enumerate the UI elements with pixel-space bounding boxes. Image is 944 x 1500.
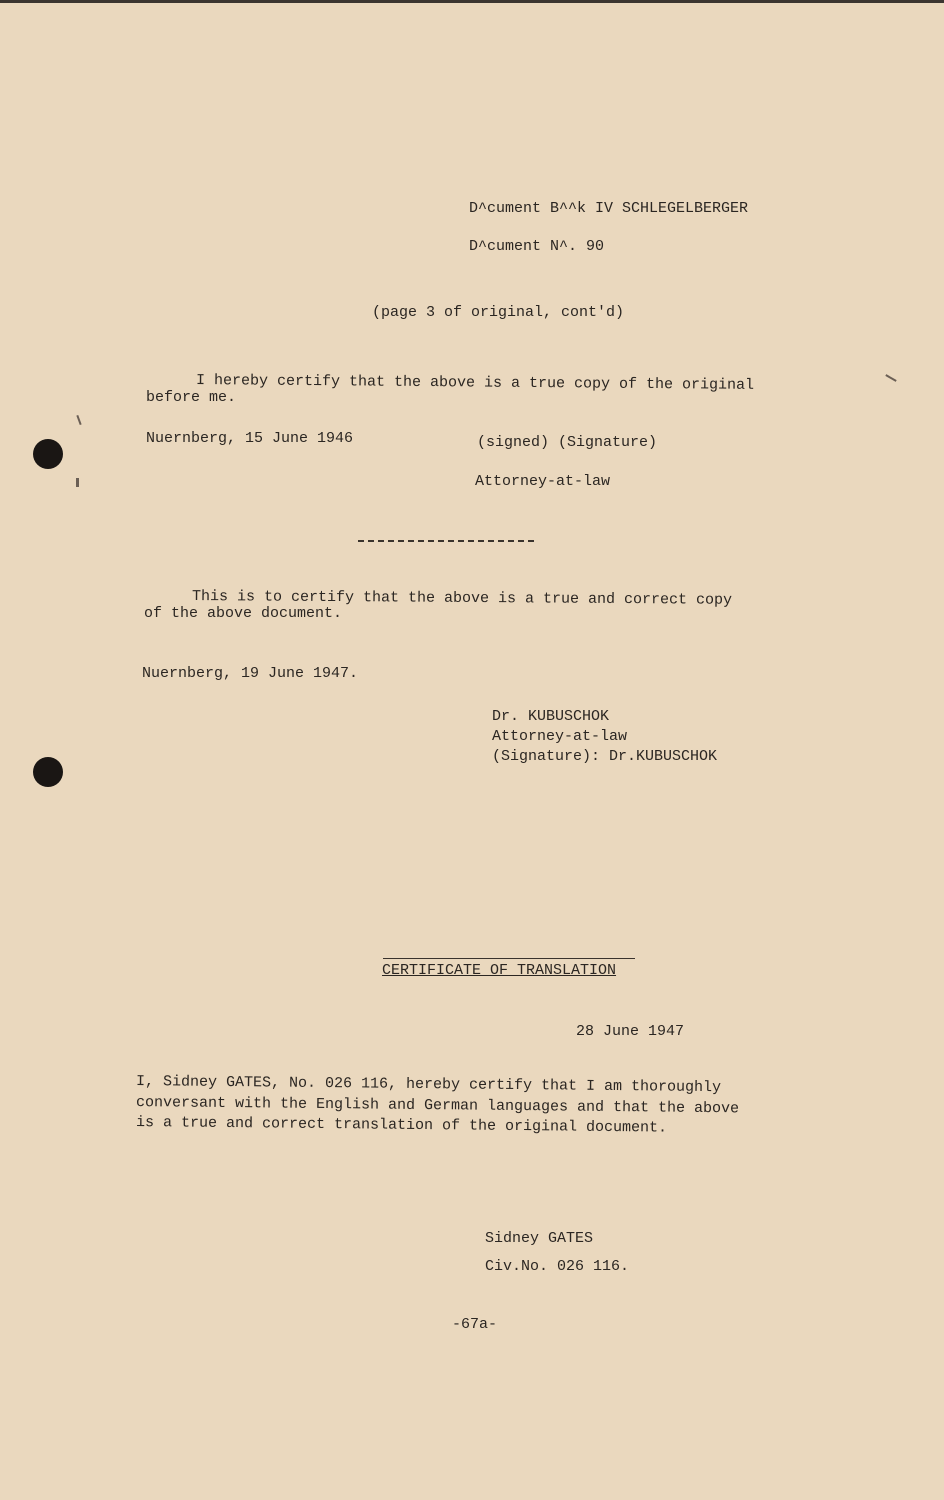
- punch-hole-top: [33, 439, 63, 469]
- translator-civ-no: Civ.No. 026 116.: [485, 1258, 630, 1275]
- separator-line: [358, 540, 534, 542]
- translation-line-2: conversant with the English and German languages and that the above: [135, 1094, 740, 1118]
- margin-mark: [885, 374, 896, 382]
- document-number-line: D^cument N^. 90: [469, 238, 605, 255]
- translation-line-3: is a true and correct translation of the original document.: [135, 1114, 668, 1137]
- certify-original-title: Attorney-at-law: [475, 473, 611, 490]
- margin-mark: [76, 478, 79, 487]
- page-number: -67a-: [452, 1316, 498, 1333]
- page-reference: (page 3 of original, cont'd): [372, 304, 625, 321]
- copy-signer-name: Dr. KUBUSCHOK: [492, 708, 610, 725]
- certify-copy-line-1: This is to certify that the above is a true and correct copy: [191, 588, 733, 609]
- certify-copy-place-date: Nuernberg, 19 June 1947.: [142, 665, 359, 682]
- margin-mark: [76, 415, 81, 425]
- punch-hole-bottom: [33, 757, 63, 787]
- document-book-line: D^cument B^^k IV SCHLEGELBERGER: [469, 200, 749, 217]
- copy-signer-title: Attorney-at-law: [492, 728, 628, 745]
- scan-top-edge: [0, 0, 944, 3]
- certify-original-place-date: Nuernberg, 15 June 1946: [146, 430, 354, 447]
- certify-original-line-1: I hereby certify that the above is a true copy of the original: [195, 372, 755, 394]
- translator-name: Sidney GATES: [485, 1230, 594, 1247]
- translation-heading: CERTIFICATE OF TRANSLATION: [382, 962, 617, 979]
- translation-date: 28 June 1947: [576, 1023, 685, 1040]
- certify-original-line-2: before me.: [146, 389, 237, 406]
- heading-overline: [383, 958, 635, 959]
- certify-copy-line-2: of the above document.: [144, 605, 343, 622]
- translation-line-1: I, Sidney GATES, No. 026 116, hereby certify that I am thoroughly: [135, 1073, 722, 1097]
- copy-signer-signature: (Signature): Dr.KUBUSCHOK: [492, 748, 718, 765]
- certify-original-signed: (signed) (Signature): [477, 434, 658, 451]
